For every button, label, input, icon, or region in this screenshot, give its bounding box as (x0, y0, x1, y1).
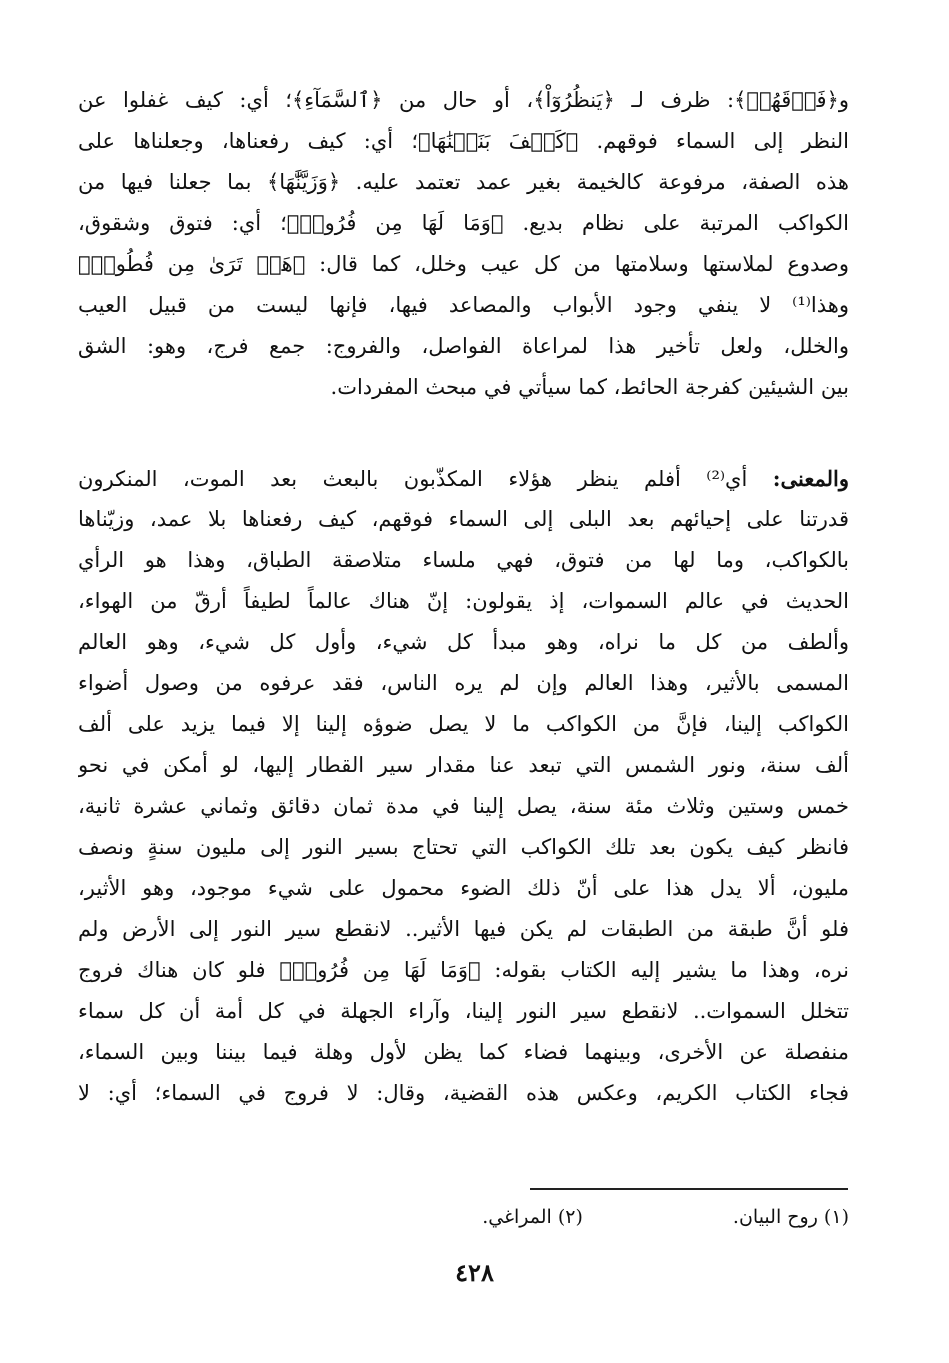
text-line: وصدوع لملاستها وسلامتها من كل عيب وخلل، كما قال: ﴿هَلۡ تَرَىٰ مِن فُطُورٖ﴾ (78, 252, 849, 276)
footnotes (209, 1201, 849, 1233)
text-line: تتخلل السموات.. لانقطع سير النور إلينا، وآراء الجهلة في كل أمة أن كل سماء (78, 999, 849, 1023)
text-line: وألطف من كل ما نراه، وهو مبدأ كل شيء، وأول كل شيء، وهو العالم (78, 630, 849, 654)
footnote-2: (٢) المراغي. (482, 1206, 583, 1228)
text-line: والخلل، ولعل تأخير هذا لمراعاة الفواصل، والفروج: جمع فرج، وهو: الشق (78, 334, 849, 358)
text-line: فلو أنَّ طبقة من الطبقات لم يكن فيها الأثير.. لانقطع سير النور إلى الأرض ولم (78, 917, 849, 941)
text-line-lead (78, 458, 849, 499)
text-line: فانظر كيف يكون بعد تلك الكواكب التي تحتاج بسير النور إلى مليون سنةٍ ونصف (78, 835, 849, 859)
text-line: المسمى بالأثير، وهذا العالم وإن لم يره الناس، فقد عرفوه من وصول أضواء (78, 671, 849, 695)
footnote-1: (١) روح البيان. (732, 1206, 849, 1228)
paragraph-meaning (78, 458, 849, 1114)
text-line: خمس وستين وثلاث مئة سنة، يصل إلينا في مدة ثمان دقائق وثماني عشرة ثانية، (78, 794, 849, 818)
text-line: النظر إلى السماء فوقهم. ﴿كَيۡفَ بَنَيۡنَٰهَا﴾؛ أي: كيف رفعناها، وجعلناها على (78, 129, 849, 153)
text-line: منفصلة عن الأخرى، وبينهما فضاء كما يظن لأول وهلة فيما بيننا وبين السماء، (78, 1040, 849, 1064)
text-line: بين الشيئين كفرجة الحائط، كما سيأتي في مبحث المفردات. (330, 375, 849, 399)
paragraph-tafsir (78, 80, 849, 408)
text-line: هذه الصفة، مرفوعة كالخيمة بغير عمد تعتمد عليه. ﴿وَزَيَّنَّٰهَا﴾ بما جعلنا فيها من (78, 170, 849, 194)
text-line: فجاء الكتاب الكريم، وعكس هذه القضية، وقال: لا فروج في السماء؛ أي: لا (78, 1081, 849, 1105)
text-line: وهذا⁽¹⁾ لا ينفي وجود الأبواب والمصاعد فيها، فإنها ليست من قبيل العيب (78, 293, 849, 317)
text-line: الكواكب المرتبة على نظام بديع. ﴿وَمَا لَهَا مِن فُرُوجٖ﴾؛ أي: فتوق وشقوق، (78, 211, 849, 235)
text-line: نره، وهذا ما يشير إليه الكتاب بقوله: ﴿وَمَا لَهَا مِن فُرُوجٖ﴾ فلو كان هناك فروج (78, 958, 849, 982)
text-line: الحديث في عالم السموات، إذ يقولون: إنّ هناك عالماً لطيفاً أرقّ من الهواء، (78, 589, 849, 613)
text-line: بالكواكب، وما لها من فتوق، فهي ملساء متلاصقة الطباق، وهذا هو الرأي (78, 548, 849, 572)
text-line: و﴿فَوۡقَهُمۡ﴾: ظرف لـ ﴿يَنظُرُوٓاْ﴾، أو حال من ﴿ٱلسَّمَآءِ﴾؛ أي: كيف غفلوا عن (78, 88, 849, 112)
text-line-rest: أي⁽²⁾ أفلم ينظر هؤلاء المكذّبون بالبعث بعد الموت، المنكرون (78, 467, 773, 491)
text-line: قدرتنا على إحيائهم بعد البلى إلى السماء فوقهم، كيف رفعناها بلا عمد، وزيّناها (78, 507, 849, 531)
page-number: ٤٢٨ (455, 1258, 494, 1287)
footnote-divider (530, 1188, 848, 1190)
text-line: مليون، ألا يدل هذا على أنّ ذلك الضوء محمول على شيء موجود، وهو الأثير، (78, 876, 849, 900)
paragraph-lead-word: والمعنى: (772, 466, 849, 491)
text-line: الكواكب إلينا، فإنَّ من الكواكب ما لا يصل ضوؤه إلينا إلا فيما يزيد على ألف (78, 712, 849, 736)
text-line: ألف سنة، ونور الشمس التي تبعد عنا مقدار سير القطار إليها، لو أمكن في نحو (78, 753, 849, 777)
